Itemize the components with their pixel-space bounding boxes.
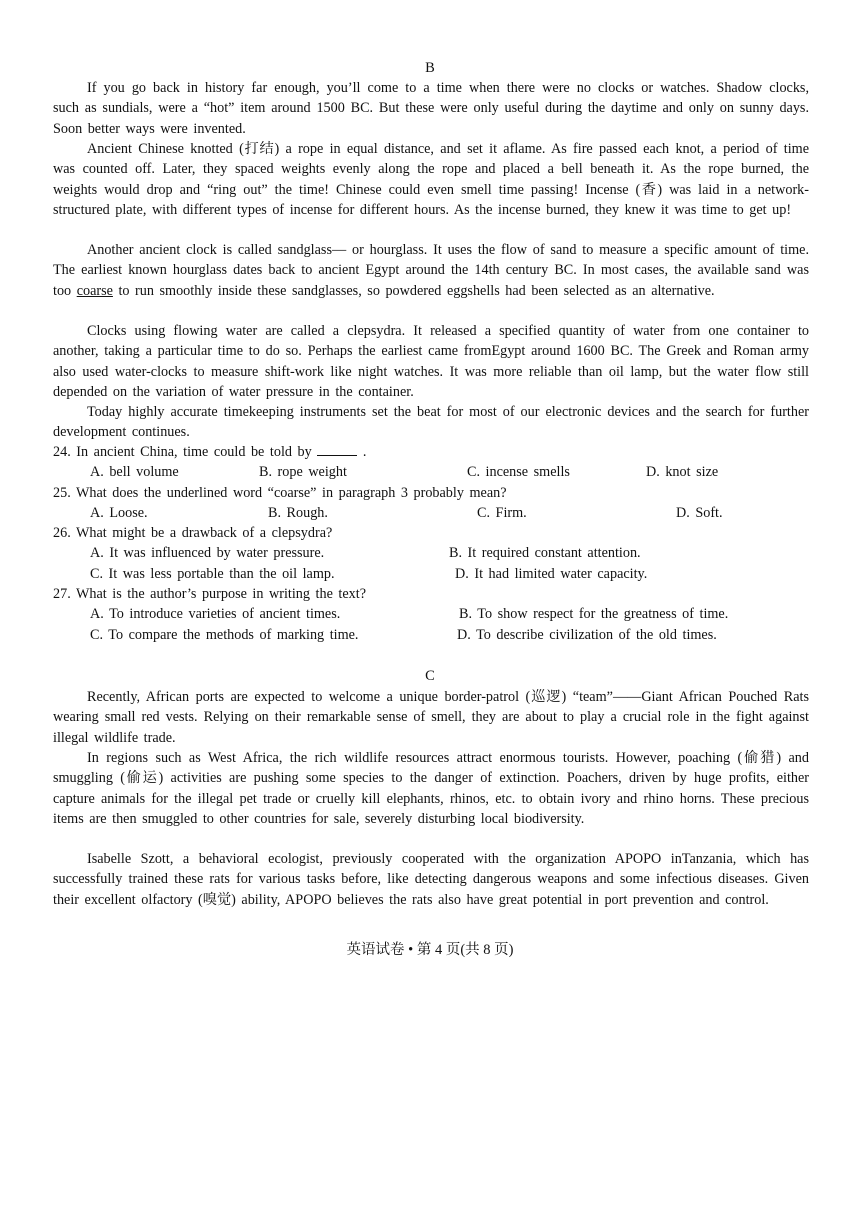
underlined-word-coarse: coarse <box>76 282 113 299</box>
question-27-option-b: B. To show respect for the greatness of time. <box>459 606 729 622</box>
question-26-option-d: D. It had limited water capacity. <box>455 566 648 582</box>
question-25-option-b: B. Rough. <box>268 505 328 521</box>
answer-blank <box>317 443 357 456</box>
question-24-option-a: A. bell volume <box>90 464 179 480</box>
question-26-option-c: C. It was less portable than the oil lamp. <box>90 566 335 582</box>
page-footer: 英语试卷 • 第 4 页(共 8 页) <box>346 942 514 958</box>
section-b-heading: B <box>425 60 435 76</box>
section-c-heading: C <box>425 668 435 684</box>
question-25-option-d: D. Soft. <box>676 505 723 521</box>
question-24-option-b: B. rope weight <box>259 464 347 480</box>
question-24-option-c: C. incense smells <box>467 464 570 480</box>
paragraph-3-text-before: Another ancient clock is called sandglass— or hourglass. It uses the flow of sand to measure a specific amount of time. The earliest known hourglass dates back to ancient Egypt around the 14th century BC. In most cases, the available sand was too <box>53 242 809 299</box>
section-c-paragraph-1: Recently, African ports are expected to welcome a unique border-patrol (巡逻) “team”——Giant African Pouched Rats wearing small red vests. Relying on their remarkable sense of smell, they are about to play a crucial role in the fight against illegal wildlife trade. <box>53 689 809 746</box>
section-b-paragraph-4: Clocks using flowing water are called a clepsydra. It released a specified quantity of water from one container to another, taking a particular time to do so. Perhaps the earliest came fromEgypt around 1600 BC. The Greek and Roman army also used water-clocks to measure shift-work like night watches. It was more reliable than oil lamp, but the water flow still depended on the variation of water pressure in the container. <box>53 323 809 400</box>
section-c-paragraph-2: In regions such as West Africa, the rich wildlife resources attract enormous tourists. However, poaching (偷猎) and smuggling (偷运) activities are pushing some species to the danger of extinction. Poachers, driven by huge profits, either capture animals for the illegal pet trade or cruelly kill elephants, rhinos, etc. to obtain ivory and rhino horns. These precious items are then smuggled to other countries for sale, severely disturbing local biodiversity. <box>53 750 809 827</box>
question-26-option-b: B. It required constant attention. <box>449 545 641 561</box>
question-24-text-end: . <box>357 444 367 460</box>
section-b-paragraph-5: Today highly accurate timekeeping instruments set the beat for most of our electronic devices and the search for further development continues. <box>53 404 809 441</box>
question-25-stem: 25. What does the underlined word “coarse” in paragraph 3 probably mean? <box>53 485 507 501</box>
question-27-stem: 27. What is the author’s purpose in writing the text? <box>53 586 366 602</box>
question-24-stem <box>53 442 366 462</box>
paragraph-3-text-after: to run smoothly inside these sandglasses, so powdered eggshells had been selected as an alternative. <box>112 282 715 299</box>
section-b-paragraph-2: Ancient Chinese knotted (打结) a rope in equal distance, and set it aflame. As fire passed each knot, a period of time was counted off. Later, they spaced weights evenly along the rope and placed a bell beneath it. As the rope burned, the weights would drop and “ring out” the time! Chinese could even smell time passing! Incense (香) was laid in a network-structured plate, with different types of incense for different hours. As the incense burned, they knew it was time to get up! <box>53 141 809 218</box>
question-26-stem: 26. What might be a drawback of a clepsydra? <box>53 525 333 541</box>
question-27-option-d: D. To describe civilization of the old times. <box>457 627 717 643</box>
section-b-paragraph-1: If you go back in history far enough, you’ll come to a time when there were no clocks or watches. Shadow clocks, such as sundials, were a “hot” item around 1500 BC. But these were only useful during the daytime and only on sunny days. Soon better ways were invented. <box>53 80 809 137</box>
question-24-text: 24. In ancient China, time could be told by <box>53 444 318 460</box>
question-25-option-a: A. Loose. <box>90 505 148 521</box>
section-c-paragraph-3: Isabelle Szott, a behavioral ecologist, previously cooperated with the organization APOPO inTanzania, which has successfully trained these rats for various tasks before, like detecting dangerous weapons and some infectious diseases. Given their excellent olfactory (嗅觉) ability, APOPO believes the rats also have great potential in port prevention and control. <box>53 851 809 908</box>
question-25-option-c: C. Firm. <box>477 505 527 521</box>
question-27-option-a: A. To introduce varieties of ancient times. <box>90 606 341 622</box>
question-27-option-c: C. To compare the methods of marking time. <box>90 627 359 643</box>
question-24-option-d: D. knot size <box>646 464 719 480</box>
question-26-option-a: A. It was influenced by water pressure. <box>90 545 325 561</box>
section-b-paragraph-3 <box>53 240 809 301</box>
